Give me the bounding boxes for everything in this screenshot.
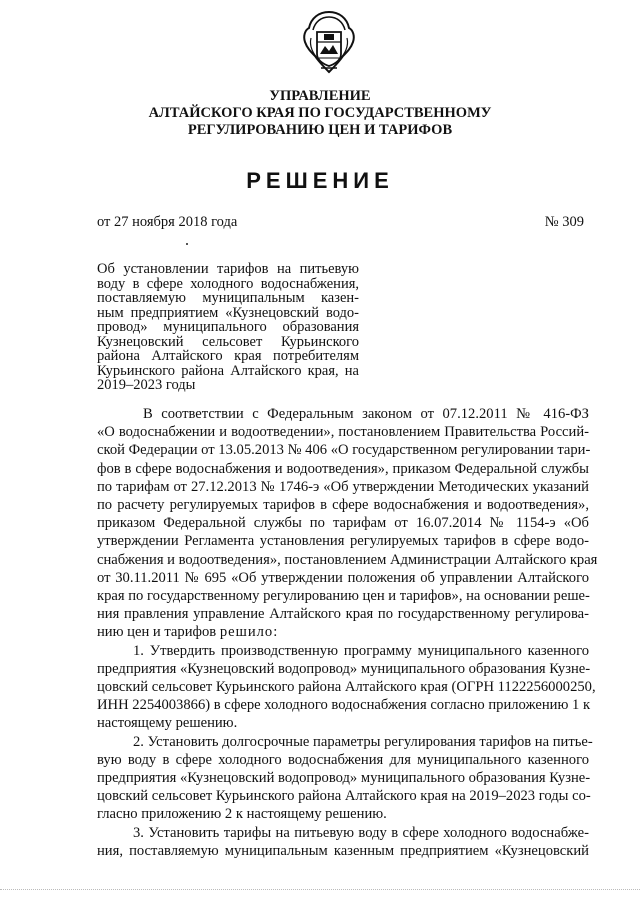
coat-of-arms-emblem [299, 8, 359, 76]
body-line: ния правления управление Алтайского края по государственному регулирова- [97, 606, 589, 623]
org-name-line-2: АЛТАЙСКОГО КРАЯ ПО ГОСУДАРСТВЕННОМУ [148, 105, 492, 121]
body-line: по тарифам от 27.12.2013 № 1746-э «Об утверждении Методических указаний [97, 478, 589, 495]
body-line: фов в сфере водоснабжения и водоотведения», приказом Федеральной службы [97, 460, 589, 477]
body-line: края по государственному регулированию цен и тарифов», на основании реше- [97, 588, 590, 605]
item-1-line: ИНН 2254003866) в сфере холодного водоснабжения согласно приложению 1 к [97, 697, 591, 714]
decision-prefix: нию цен и тарифов [97, 624, 220, 641]
document-subject [97, 262, 359, 393]
subject-line: района Алтайского края потребителям [97, 348, 359, 364]
document-date: от 27 ноября 2018 года [97, 214, 238, 230]
subject-line: 2019–2023 годы [97, 377, 196, 393]
body-line: приказом Федеральной службы по тарифам от 16.07.2014 № 1154-э «Об [97, 515, 589, 532]
document-number: № 309 [544, 214, 584, 230]
item-1-line: цовский сельсовет Курьинского района Алтайского края (ОГРН 1122256000250, [97, 679, 596, 696]
decision-line [97, 623, 589, 641]
body-line: от 30.11.2011 № 695 «Об утверждении положения об управлении Алтайского [97, 569, 589, 586]
subject-line: воду в сфере холодного водоснабжения, [97, 275, 359, 292]
item-2-line: предприятия «Кузнецовский водопровод» муниципального образования Кузне- [97, 770, 591, 787]
body-line: «О водоснабжении и водоотведении», постановлением Правительства Россий- [97, 424, 589, 441]
stray-mark [186, 243, 188, 245]
document-body [97, 405, 598, 860]
decision-word: решило: [219, 624, 279, 641]
body-line: ской Федерации от 13.05.2013 № 406 «О государственном регулировании тари- [97, 442, 591, 459]
document-title: РЕШЕНИЕ [246, 168, 394, 193]
item-1-line: настоящему решению. [97, 715, 238, 732]
item-2-line: цовский сельсовет Курьинского района Алтайского края на 2019–2023 годы со- [97, 788, 591, 805]
item-1-line: 1. Утвердить производственную программу муниципального казенного [133, 642, 589, 659]
page-bottom-divider [0, 889, 640, 890]
subject-line: Об установлении тарифов на питьевую [97, 261, 359, 277]
item-1-line: предприятия «Кузнецовский водопровод» муниципального образования Кузне- [97, 660, 591, 677]
body-line: В соответствии с Федеральным законом от 07.12.2011 № 416-ФЗ [143, 406, 589, 422]
item-2-line: 2. Установить долгосрочные параметры регулирования тарифов на питье- [133, 733, 593, 750]
subject-line: Кузнецовский сельсовет Курьинского [97, 333, 359, 350]
body-line: утверждении Регламента установления регулируемых тарифов в сфере водо- [97, 533, 589, 550]
body-line: снабжения и водоотведения», постановлением Администрации Алтайского края [97, 551, 598, 568]
subject-line: поставляемую муниципальным казен- [97, 290, 359, 306]
body-line: по расчету регулируемых тарифов в сфере водоснабжения и водоотведения», [97, 497, 589, 514]
subject-line: Курьинского района Алтайского края, на [97, 362, 359, 379]
item-3-line: ния, поставляемую муниципальным казенным предприятием «Кузнецовский [97, 842, 589, 859]
org-name-line-3: РЕГУЛИРОВАНИЮ ЦЕН И ТАРИФОВ [187, 122, 453, 138]
subject-line: ным предприятием «Кузнецовский водо- [97, 304, 359, 321]
org-name-line-1: УПРАВЛЕНИЕ [269, 88, 371, 104]
item-2-line: гласно приложению 2 к настоящему решению. [97, 806, 387, 823]
item-3-line: 3. Установить тарифы на питьевую воду в сфере холодного водоснабже- [133, 824, 589, 841]
item-2-line: вую воду в сфере холодного водоснабжения для муниципального казенного [97, 751, 589, 768]
subject-line: провод» муниципального образования [97, 319, 359, 335]
